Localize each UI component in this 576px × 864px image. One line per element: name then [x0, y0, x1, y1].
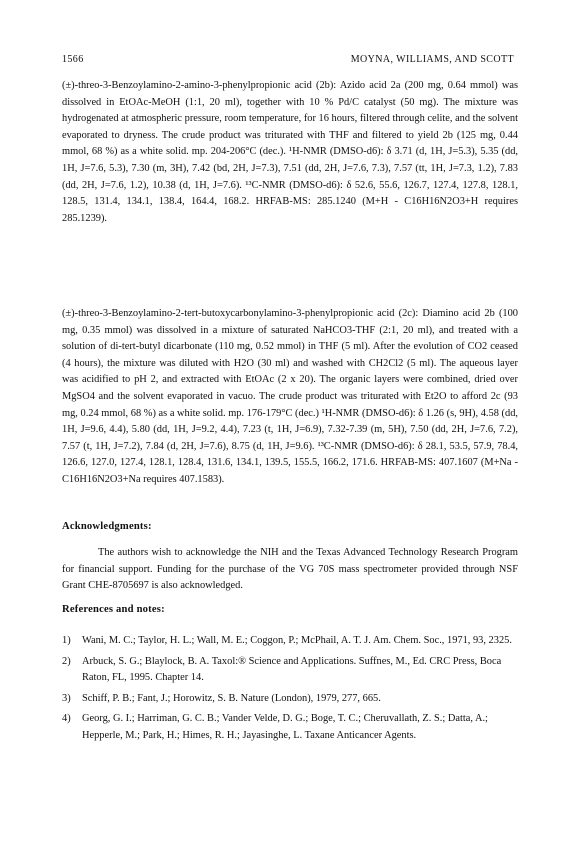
- reference-text: Arbuck, S. G.; Blaylock, B. A. Taxol:® Science and Applications. Suffnes, M., Ed. CRC Press, Boca Raton, FL, 1995. Chapter 14.: [82, 655, 502, 684]
- experimental-paragraph-2b: (±)-threo-3-Benzoylamino-2-amino-3-phenylpropionic acid (2b): Azido acid 2a (200 mg, 0.64 mmol) was dissolved in EtOAc-MeOH (1:1, 20 ml), together with 10 % Pd/C catalyst (50 mg). The mixture was hydrogenated at atmospheric pressure, room temperature, for 16 hours, filtered through celite, and the solvent evaporated to dryness. The crude product was triturated with THF and filtered to yield 2b (125 mg, 0.44 mmol, 68 %) as a white solid. mp. 204-206°C (dec.). ¹H-NMR (DMSO-d6): δ 3.71 (d, 1H, J=5.3), 5.35 (dd, 1H, J=7.6, 5.3), 7.30 (m, 3H), 7.42 (bd, 2H, J=7.3), 7.51 (dd, 2H, J=7.6, 7.3), 7.57 (tt, 1H, J=7.3, 1.2), 7.83 (dd, 2H, J=7.6, 1.2), 10.38 (d, 1H, J=7.6). ¹³C-NMR (DMSO-d6): δ 52.6, 55.6, 126.7, 127.4, 127.8, 128.1, 128.5, 131.4, 134.1, 138.4, 164.4, 168.2. HRFAB-MS: 285.1240 (M+H - C16H16N2O3+H requires 285.1239).: [62, 80, 518, 224]
- acknowledgments-heading: Acknowledgments:: [62, 521, 152, 532]
- running-title: MOYNA, WILLIAMS, AND SCOTT: [350, 54, 514, 65]
- page-header: [62, 54, 514, 68]
- reference-text: Schiff, P. B.; Fant, J.; Horowitz, S. B. Nature (London), 1979, 277, 665.: [82, 692, 381, 704]
- reference-item: [62, 654, 518, 687]
- acknowledgments-text: The authors wish to acknowledge the NIH and the Texas Advanced Technology Research Program for financial support. Funding for the purchase of the VG 70S mass spectrometer provided through NSF Grant CHE-8705697 is also acknowledged.: [62, 547, 518, 592]
- reference-text: Wani, M. C.; Taylor, H. L.; Wall, M. E.; Coggon, P.; McPhail, A. T. J. Am. Chem. Soc., 1971, 93, 2325.: [82, 635, 512, 646]
- reference-item: [62, 691, 518, 708]
- experimental-paragraph-2c: (±)-threo-3-Benzoylamino-2-tert-butoxycarbonylamino-3-phenylpropionic acid (2c): Diamino acid 2b (100 mg, 0.35 mmol) was dissolved in a mixture of saturated NaHCO3-THF (2:1, 20 ml), and treated with a solution of di-tert-butyl dicarbonate (110 mg, 0.52 mmol) in THF (5 ml). After the evolution of CO2 ceased (4 hours), the mixture was diluted with H2O (30 ml) and washed with CH2Cl2 (5 ml). The aqueous layer was acidified to pH 2, and extracted with EtOAc (2 x 20). The organic layers were combined, dried over MgSO4 and the solvent evaporated in vacuo. The crude product was triturated with Et2O to afford 2c (93 mg, 0.24 mmol, 68 %) as a white solid. mp. 176-179°C (dec.) ¹H-NMR (DMSO-d6): δ 1.26 (s, 9H), 4.58 (dd, 1H, J=9.6, 4.4), 5.80 (dd, 1H, J=9.2, 4.4), 7.23 (t, 1H, J=6.9), 7.32-7.39 (m, 5H), 7.50 (dd, 2H, J=7.6, 7.2), 7.57 (t, 1H, J=7.2), 7.84 (d, 2H, J=7.6), 8.75 (d, 1H, J=9.6). ¹³C-NMR (DMSO-d6): δ 28.1, 53.5, 57.9, 78.4, 126.6, 127.0, 127.4, 128.1, 128.4, 131.6, 134.1, 139.5, 155.5, 166.2, 171.6. HRFAB-MS: 407.1607 (M+Na - C16H16N2O3+Na requires 407.1583).: [62, 308, 518, 485]
- reference-number: 3): [62, 692, 71, 704]
- reference-text: Georg, G. I.; Harriman, G. C. B.; Vander Velde, D. G.; Boge, T. C.; Cheruvallath, Z. S.; Datta, A.; Hepperle, M.; Park, H.; Himes, R. H.; Jayasinghe, L. Taxane Anticancer Agents.: [82, 713, 488, 741]
- references-list: [62, 633, 518, 749]
- reference-number: 2): [62, 655, 71, 667]
- reference-item: [62, 711, 518, 744]
- reference-item: [62, 633, 518, 650]
- page-number: 1566: [62, 54, 84, 65]
- references-heading: References and notes:: [62, 604, 165, 615]
- reference-number: 1): [62, 635, 71, 646]
- reference-number: 4): [62, 713, 71, 725]
